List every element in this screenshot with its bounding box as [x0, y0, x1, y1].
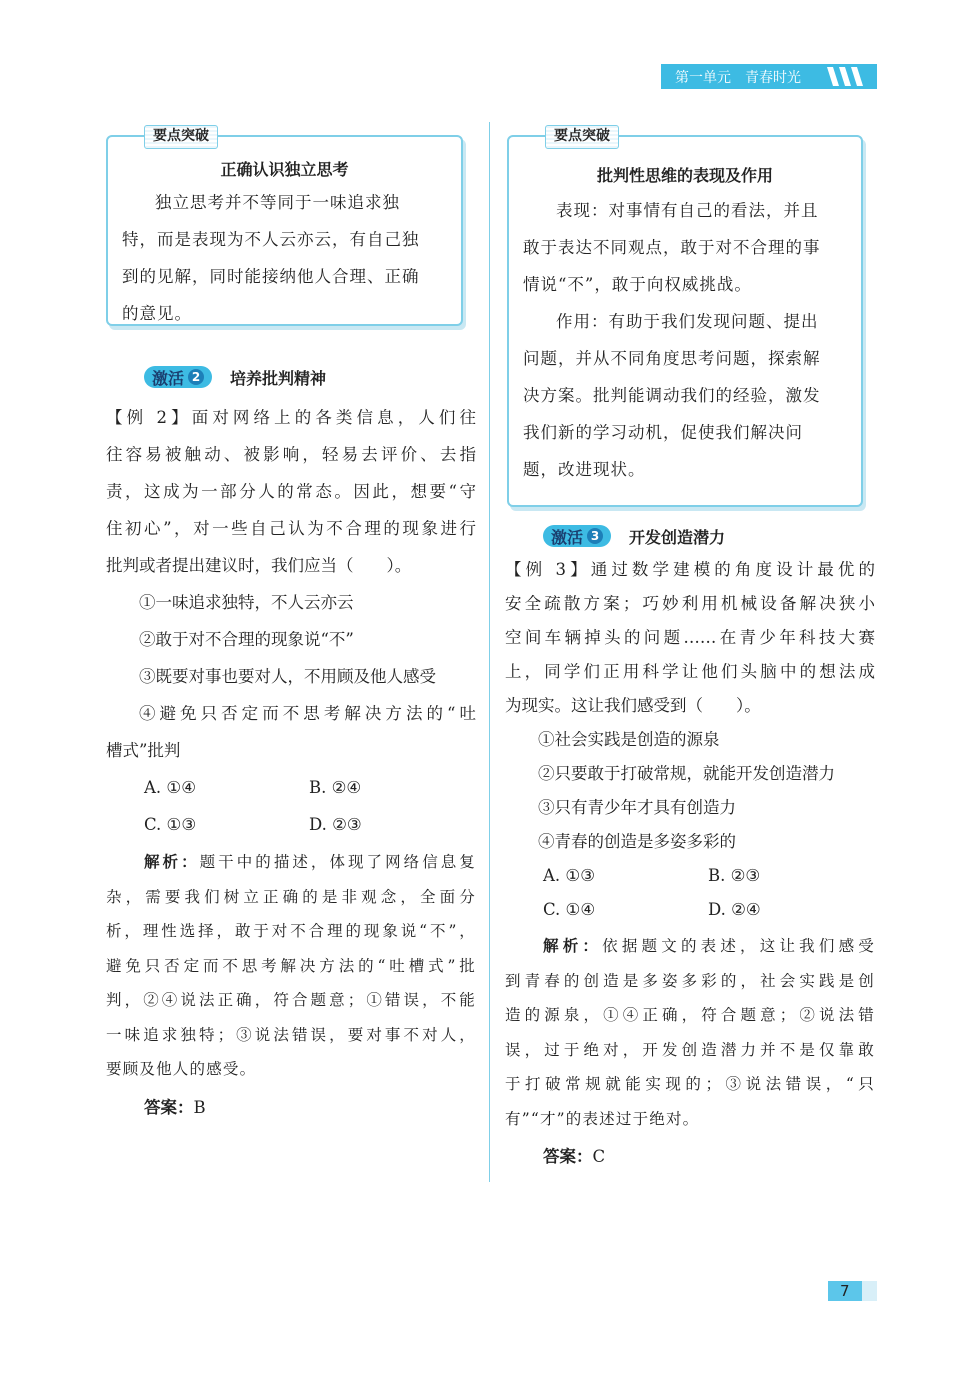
- analysis-label: 解析：: [144, 853, 200, 871]
- right-keypoint-box: [507, 128, 863, 507]
- activity-number: 2: [188, 369, 204, 385]
- question-line: 责，这成为一部分人的常态。因此，想要“守: [106, 482, 476, 501]
- activity-title: 培养批判精神: [230, 368, 327, 388]
- option-a: A. ①③: [543, 866, 595, 885]
- unit-banner: [661, 64, 877, 89]
- analysis-line: 一味追求独特；③说法错误，要对事不对人，: [106, 1025, 476, 1044]
- statement: 槽式”批判: [106, 741, 181, 760]
- option-c: C. ①③: [144, 815, 197, 834]
- page-number: 7: [828, 1281, 877, 1301]
- answer-value: B: [193, 1097, 206, 1117]
- answer-line: [505, 1138, 875, 1175]
- column-divider: [489, 122, 490, 1182]
- keypoint-line: 决方案。批判能调动我们的经验，激发: [523, 386, 821, 405]
- activity-heading: [144, 364, 476, 390]
- statement: ①一味追求独特，不人云亦云: [139, 593, 354, 612]
- keypoint-title: 批判性思维的表现及作用: [596, 166, 773, 185]
- answer-label: 答案：: [543, 1147, 593, 1166]
- question-line: 安全疏散方案；巧妙利用机械设备解决狭小: [505, 594, 875, 613]
- options-row: [505, 859, 875, 893]
- analysis-line: [505, 929, 875, 964]
- slash-decoration-icon: [825, 67, 869, 86]
- analysis-line: 造的源泉，①④正确，符合题意；②说法错: [505, 1006, 875, 1024]
- option-b: B. ②③: [708, 866, 761, 885]
- keypoint-line: 作用：有助于我们发现问题、提出: [556, 312, 819, 331]
- analysis-line: 到青春的创造是多姿多彩的，社会实践是创: [505, 971, 875, 990]
- keypoint-line: 独立思考并不等同于一味追求独: [155, 193, 400, 212]
- keypoint-line: 情说“不”，敢于向权威挑战。: [523, 275, 752, 294]
- question-line: 上，同学们正用科学让他们头脑中的想法成: [505, 662, 875, 681]
- activity-badge: [144, 366, 212, 388]
- question-line: 【例 3】通过数学建模的角度设计最优的: [505, 560, 875, 579]
- right-column: [505, 523, 875, 1175]
- question-line: 住初心”，对一些自己认为不合理的现象进行: [106, 519, 476, 538]
- activity-title: 开发创造潜力: [629, 527, 726, 547]
- analysis-line: [106, 845, 476, 880]
- answer-value: C: [592, 1147, 606, 1166]
- keypoint-line: 表现：对事情有自己的看法，并且: [556, 201, 819, 220]
- keypoint-line: 到的见解，同时能接纳他人合理、正确: [122, 267, 420, 286]
- activity-number: 3: [587, 528, 603, 544]
- statement: ④避免只否定而不思考解决方法的“吐: [139, 704, 476, 723]
- analysis-line: 杂，需要我们树立正确的是非观念，全面分: [106, 887, 476, 906]
- keypoint-line: 问题，并从不同角度思考问题，探索解: [523, 349, 821, 368]
- analysis-line: 要顾及他人的感受。: [106, 1060, 257, 1078]
- option-d: D. ②④: [708, 900, 761, 919]
- keypoint-tag: 要点突破: [545, 125, 619, 149]
- left-keypoint-box: [106, 128, 463, 326]
- analysis-text: 依据题文的表述，这让我们感受: [602, 937, 875, 955]
- keypoint-line: 的意见。: [122, 304, 192, 323]
- activity-badge-label: 激活: [551, 527, 584, 547]
- option-b: B. ②④: [309, 778, 362, 797]
- answer-line: [106, 1089, 476, 1126]
- analysis-line: 析，理性选择，敢于对不合理的现象说“不”，: [106, 922, 476, 940]
- question-line: 往容易被触动、被影响，轻易去评价、去指: [106, 445, 476, 464]
- analysis-line: 于打破常规就能实现的；③说法错误，“只: [505, 1075, 875, 1093]
- statement: ②敢于对不合理的现象说“不”: [139, 630, 354, 649]
- analysis-line: 误，过于绝对，开发创造潜力并不是仅靠敢: [505, 1040, 875, 1059]
- options-row: [106, 769, 476, 806]
- keypoint-tag: 要点突破: [144, 125, 218, 149]
- options-row: [505, 893, 875, 927]
- analysis-line: 有”“才”的表述过于绝对。: [505, 1109, 700, 1128]
- question-line: 空间车辆掉头的问题……在青少年科技大赛: [505, 628, 875, 647]
- left-column: [106, 364, 476, 1126]
- question-line: 批判或者提出建议时，我们应当（ ）。: [106, 556, 412, 575]
- activity-badge: [543, 525, 611, 547]
- option-d: D. ②③: [309, 815, 362, 834]
- answer-label: 答案：: [144, 1097, 194, 1117]
- question-line: 为现实。这让我们感受到（ ）。: [505, 696, 761, 715]
- options-row: [106, 806, 476, 843]
- unit-theme: 青春时光: [745, 69, 801, 86]
- keypoint-title: 正确认识独立思考: [220, 160, 349, 179]
- analysis-line: 避免只否定而不思考解决方法的“吐槽式”批: [106, 956, 476, 975]
- keypoint-line: 敢于表达不同观点，敢于对不合理的事: [523, 238, 821, 257]
- option-c: C. ①④: [543, 900, 596, 919]
- keypoint-line: 特，而是表现为不人云亦云，有自己独: [122, 230, 420, 249]
- keypoint-line: 我们新的学习动机，促使我们解决问: [523, 423, 803, 442]
- analysis-label: 解析：: [543, 937, 603, 955]
- statement: ②只要敢于打破常规，就能开发创造潜力: [538, 764, 835, 783]
- keypoint-line: 题，改进现状。: [523, 460, 646, 479]
- analysis-line: 判，②④说法正确，符合题意；①错误，不能: [106, 991, 476, 1009]
- question-line: 【例 2】面对网络上的各类信息，人们往: [106, 408, 476, 427]
- statement: ③既要对事也要对人，不用顾及他人感受: [139, 667, 436, 686]
- option-a: A. ①④: [144, 778, 196, 797]
- unit-label: 第一单元: [675, 69, 731, 86]
- statement: ①社会实践是创造的源泉: [538, 730, 720, 749]
- statement: ③只有青少年才具有创造力: [538, 798, 736, 817]
- activity-badge-label: 激活: [152, 368, 185, 388]
- activity-heading: [543, 523, 875, 549]
- statement: ④青春的创造是多姿多彩的: [538, 832, 736, 851]
- analysis-text: 题干中的描述，体现了网络信息复: [199, 853, 476, 871]
